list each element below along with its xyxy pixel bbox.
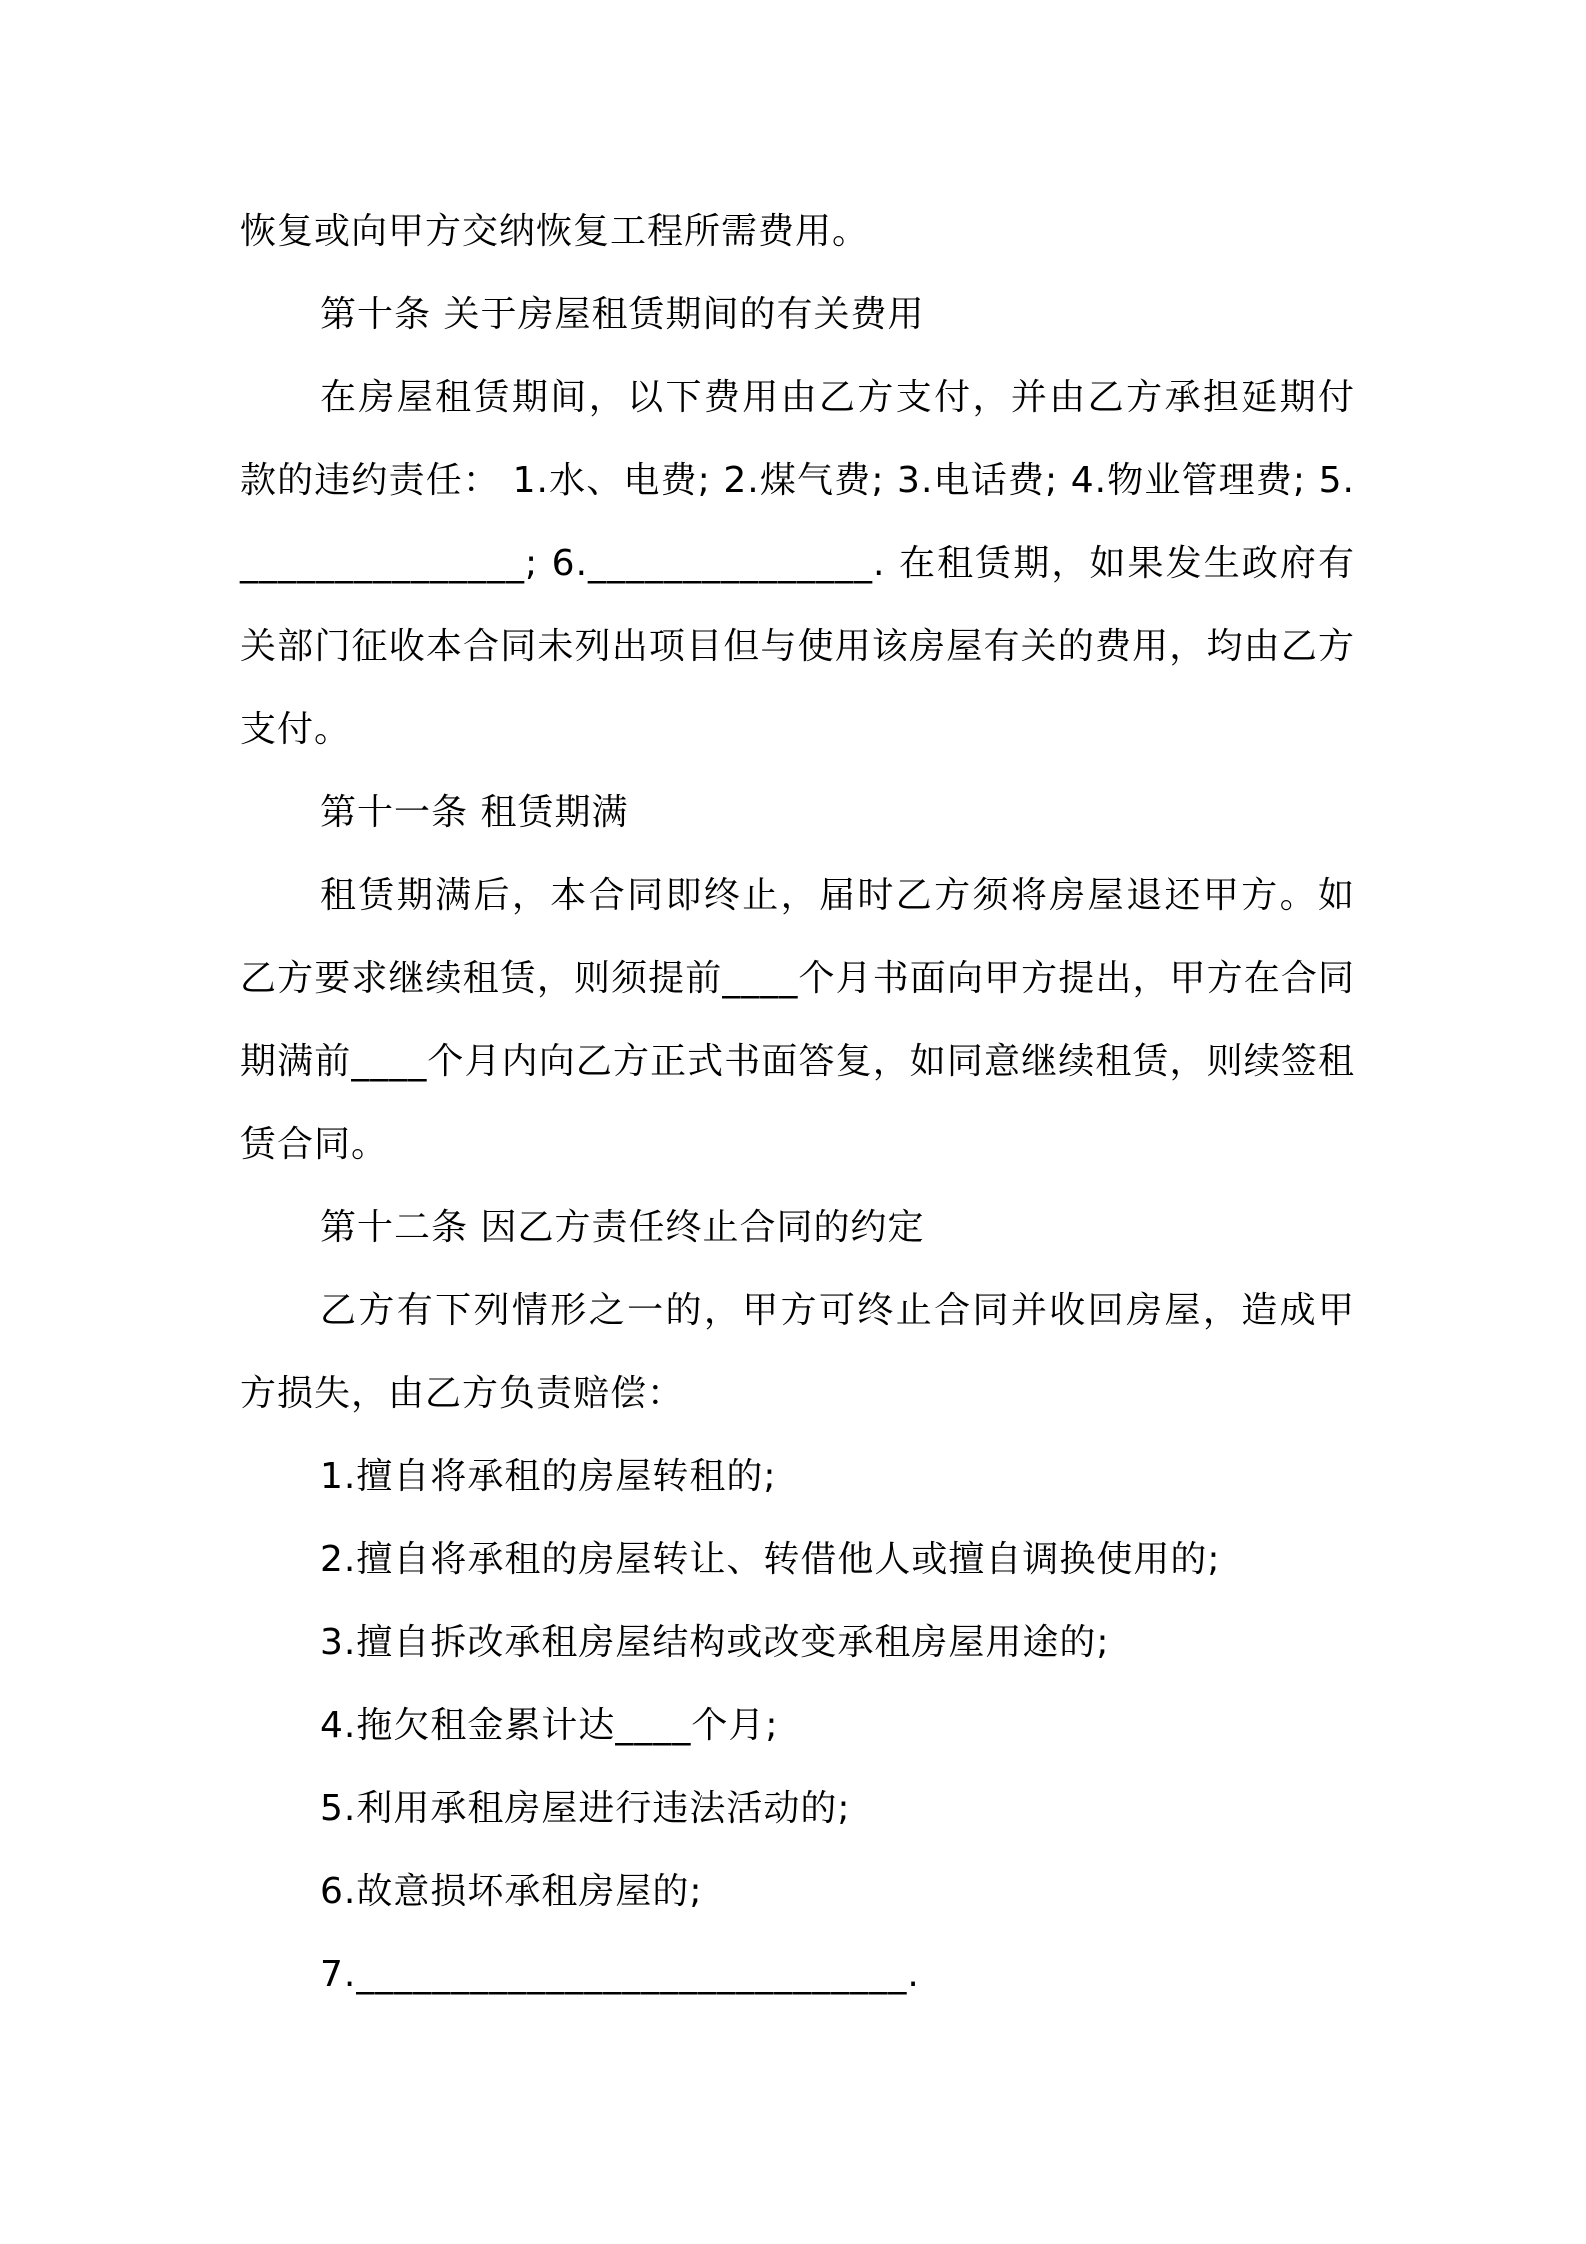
article-11-heading: 第十一条 租赁期满 [320,792,629,833]
article-12-body: 乙方有下列情形之一的，甲方可终止合同并收回房屋，造成甲方损失，由乙方负责赔偿： [240,1290,1355,1414]
article-10-heading: 第十条 关于房屋租赁期间的有关费用 [320,294,925,335]
list-item: 2.擅自将承租的房屋转让、转借他人或擅自调换使用的; [320,1539,1221,1580]
list-item: 3.擅自拆改承租房屋结构或改变承租房屋用途的; [320,1622,1110,1663]
list-item: 5.利用承租房屋进行违法活动的; [320,1788,851,1829]
article-10-body: 在房屋租赁期间，以下费用由乙方支付，并由乙方承担延期付款的违约责任： 1.水、电费; 2.煤气费; 3.电话费; 4.物业管理费; 5._______________; 6._______________. 在租赁期，如果发生政府有关部门征收本合同未列出项目但与使用该房屋有关的费用，均由乙方支付。 [240,377,1355,750]
list-item: 7._____________________________. [320,1954,920,1995]
continuation-paragraph: 恢复或向甲方交纳恢复工程所需费用。 [240,211,870,252]
list-item: 4.拖欠租金累计达____个月; [320,1705,779,1746]
article-11-body: 租赁期满后，本合同即终止，届时乙方须将房屋退还甲方。如乙方要求继续租赁，则须提前____个月书面向甲方提出，甲方在合同期满前____个月内向乙方正式书面答复，如同意继续租赁，则续签租赁合同。 [240,875,1355,1165]
list-item: 6.故意损坏承租房屋的; [320,1871,703,1912]
list-item: 1.擅自将承租的房屋转租的; [320,1456,777,1497]
article-12-heading: 第十二条 因乙方责任终止合同的约定 [320,1207,925,1248]
document-body [240,190,1355,2016]
